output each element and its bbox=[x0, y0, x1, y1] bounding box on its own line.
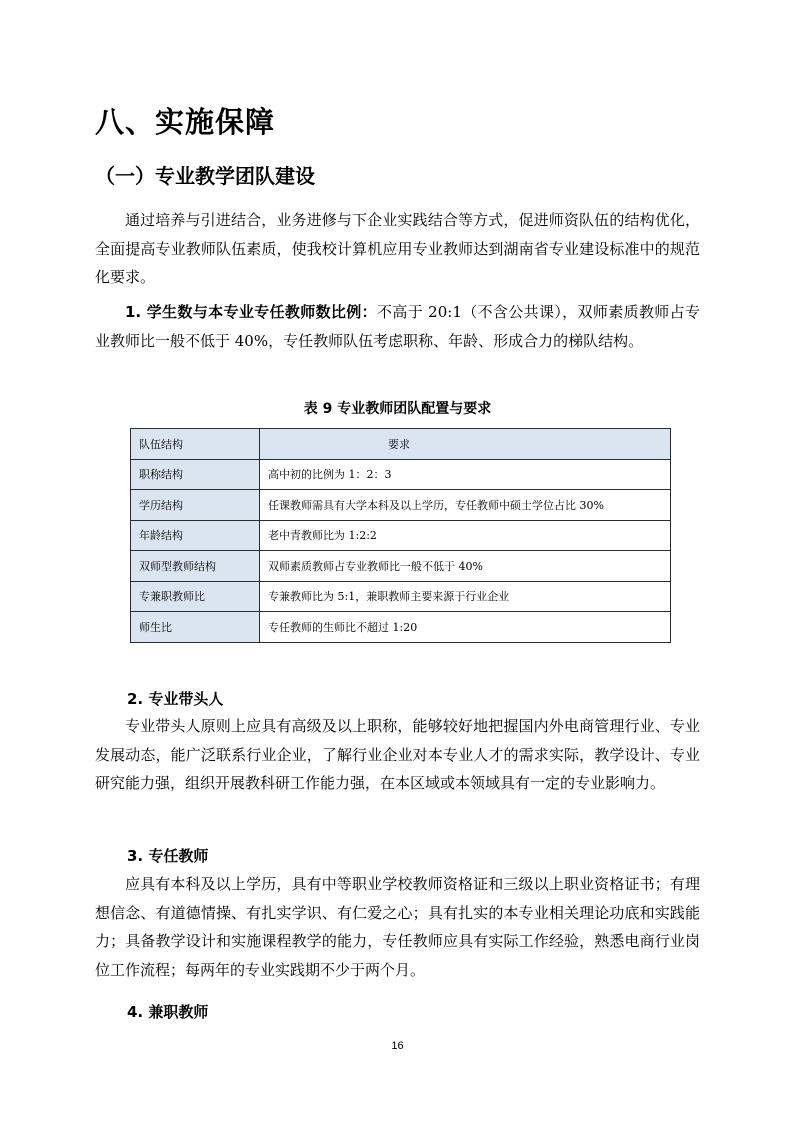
item1-lead: 1. 学生数与本专业专任教师数比例： bbox=[125, 303, 377, 321]
row-structure: 年龄结构 bbox=[131, 520, 260, 551]
item4-heading: 4. 兼职教师 bbox=[127, 1003, 209, 1021]
row-structure: 学历结构 bbox=[131, 490, 260, 521]
item1-text: 不高于 20:1（不含公共课），双师素质教师占专业教师比一般不低于 40%，专任教师队伍考虑职称、年龄、形成合力的梯队结构。 bbox=[95, 303, 700, 350]
row-structure: 专兼职教师比 bbox=[131, 581, 260, 612]
intro-paragraph: 通过培养与引进结合，业务进修与下企业实践结合等方式，促进师资队伍的结构优化，全面提高专业教师队伍素质，使我校计算机应用专业教师达到湖南省专业建设标准中的规范化要求。 bbox=[95, 211, 700, 286]
row-requirement: 高中初的比例为 1：2：3 bbox=[260, 459, 671, 490]
table-row bbox=[131, 459, 671, 490]
row-requirement: 专任教师的生师比不超过 1:20 bbox=[260, 612, 671, 643]
subsection-title: （一）专业教学团队建设 bbox=[95, 164, 315, 188]
document-page bbox=[95, 0, 700, 1122]
row-requirement: 老中青教师比为 1:2:2 bbox=[260, 520, 671, 551]
table-row bbox=[131, 612, 671, 643]
table-row bbox=[131, 520, 671, 551]
table-row bbox=[131, 581, 671, 612]
page-number: 16 bbox=[391, 1040, 404, 1052]
row-structure: 师生比 bbox=[131, 612, 260, 643]
row-structure: 双师型教师结构 bbox=[131, 551, 260, 582]
section-title: 八、实施保障 bbox=[95, 105, 276, 139]
table-row bbox=[131, 490, 671, 521]
row-requirement: 双师素质教师占专业教师比一般不低于 40% bbox=[260, 551, 671, 582]
header-requirement: 要求 bbox=[260, 429, 671, 460]
row-requirement: 任课教师需具有大学本科及以上学历，专任教师中硕士学位占比 30% bbox=[260, 490, 671, 521]
row-requirement: 专兼教师比为 5:1，兼职教师主要来源于行业企业 bbox=[260, 581, 671, 612]
staff-config-table bbox=[130, 428, 671, 643]
item3-paragraph: 应具有本科及以上学历，具有中等职业学校教师资格证和三级以上职业资格证书；有理想信念、有道德情操、有扎实学识、有仁爱之心；具有扎实的本专业相关理论功底和实践能力；具备教学设计和实施课程教学的能力，专任教师应具有实际工作经验，熟悉电商行业岗位工作流程；每两年的专业实践期不少于两个月。 bbox=[95, 875, 700, 979]
item3-heading: 3. 专任教师 bbox=[127, 847, 209, 865]
item2-paragraph: 专业带头人原则上应具有高级及以上职称，能够较好地把握国内外电商管理行业、专业发展动态，能广泛联系行业企业，了解行业企业对本专业人才的需求实际，教学设计、专业研究能力强，组织开展教科研工作能力强，在本区域或本领域具有一定的专业影响力。 bbox=[95, 717, 700, 792]
header-structure: 队伍结构 bbox=[131, 429, 260, 460]
table-header-row bbox=[131, 429, 671, 460]
table-row bbox=[131, 551, 671, 582]
row-structure: 职称结构 bbox=[131, 459, 260, 490]
item1-paragraph bbox=[95, 298, 700, 355]
table-caption: 表 9 专业教师团队配置与要求 bbox=[303, 401, 492, 417]
item2-heading: 2. 专业带头人 bbox=[127, 690, 224, 708]
